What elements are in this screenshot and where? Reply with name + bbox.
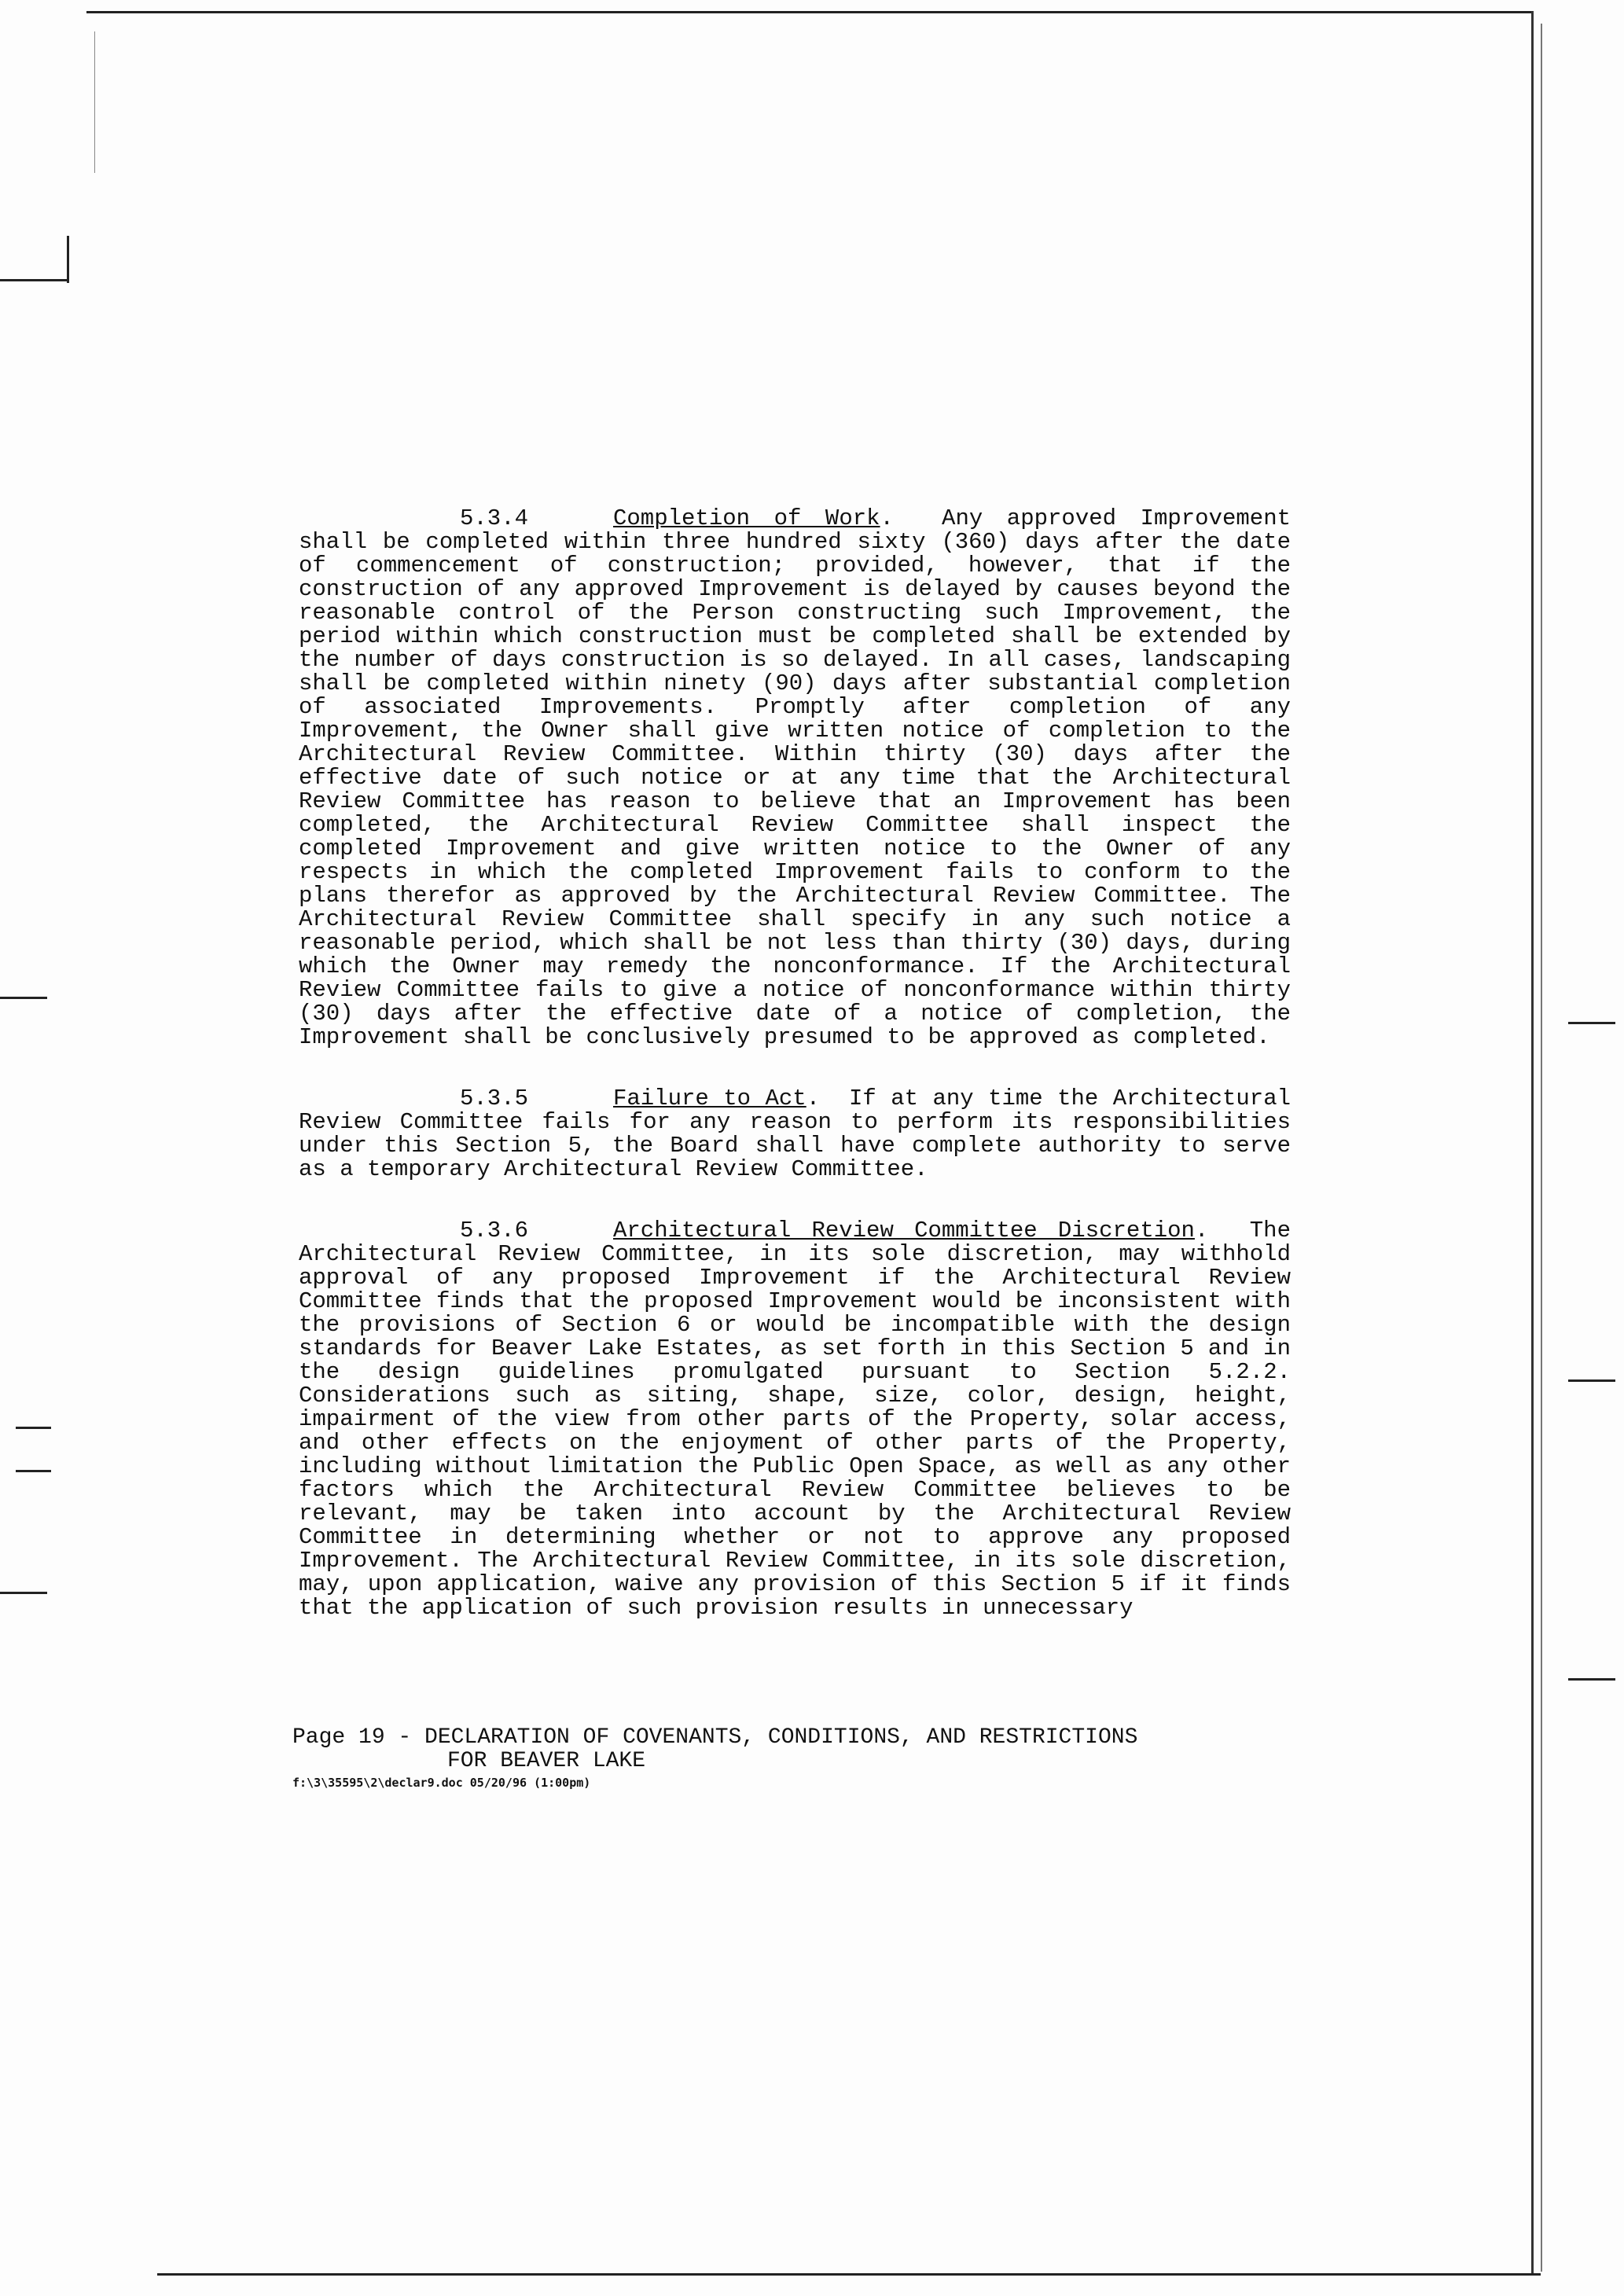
scan-mark [0, 997, 47, 999]
page-footer [292, 1726, 1314, 1791]
scan-mark [16, 1427, 51, 1429]
scan-mark [0, 1592, 47, 1594]
scan-mark [1568, 1022, 1615, 1024]
section-heading: Failure to Act [613, 1086, 806, 1111]
section-heading: Architectural Review Committee Discretion [613, 1218, 1195, 1244]
section-text: Any approved Improvement shall be completed within three hundred sixty (360) days after the date of commencement of construction; provided, however, that if the construction of any approved Improvement is delayed by causes beyond the reasonable control of the Person constructing such Improvement, the period within which construction must be completed shall be extended by the number of days construction is so delayed. In all cases, landscaping shall be completed within ninety (90) days after substantial completion of associated Improvements. Promptly after completion of any Improvement, the Owner shall give written notice of completion to the Architectural Review Committee. Within thirty (30) days after the effective date of such notice or at any time that the Architectural Review Committee has reason to believe that an Improvement has been completed, the Architectural Review Committee shall inspect the completed Improvement and give written notice to the Owner of any respects in which the completed Improvement fails to conform to the plans therefor as approved by the Architectural Review Committee. The Architectural Review Committee shall specify in any such notice a reasonable period, which shall be not less than thirty (30) days, during which the Owner may remedy the nonconformance. If the Architectural Review Committee fails to give a notice of nonconformance within thirty (30) days after the effective date of a notice of completion, the Improvement shall be conclusively presumed to be approved as completed. [299, 505, 1291, 1050]
section-heading: Completion of Work [613, 505, 880, 531]
scan-mark [16, 1470, 51, 1472]
document-body [299, 507, 1291, 1658]
footer-file-path: f:\3\35595\2\declar9.doc 05/20/96 (1:00pm) [292, 1776, 591, 1790]
scan-mark [1568, 1379, 1615, 1382]
section-number: 5.3.6 [460, 1218, 529, 1244]
scan-mark [67, 236, 69, 283]
section-number: 5.3.4 [460, 505, 529, 531]
section-number: 5.3.5 [460, 1086, 529, 1111]
section-5-3-6: 5.3.6 Architectural Review Committee Discretion. The Architectural Review Committee, in its sole discretion, may withhold approval of any proposed Improvement if the Architectural Review Committee finds that the proposed Improvement would be inconsistent with the provisions of Section 6 or would be incompatible with the design standards for Beaver Lake Estates, as set forth in this Section 5 and in the design guidelines promulgated pursuant to Section 5.2.2. Considerations such as siting, shape, size, color, design, height, impairment of the view from other parts of the Property, solar access, and other effects on the enjoyment of other parts of the Property, including without limitation the Public Open Space, as well as any other factors which the Architectural Review Committee believes to be relevant, may be taken into account by the Architectural Review Committee in determining whether or not to approve any proposed Improvement. The Architectural Review Committee, in its sole discretion, may, upon application, waive any provision of this Section 5 if it finds that the application of such provision results in unnecessary [299, 1218, 1291, 1621]
scan-edge-top [86, 11, 1533, 13]
section-text: The Architectural Review Committee, in its sole discretion, may withhold approval of any proposed Improvement if the Architectural Review Committee finds that the proposed Improvement would be inconsistent with the provisions of Section 6 or would be incompatible with the design standards for Beaver Lake Estates, as set forth in this Section 5 and in the design guidelines promulgated pursuant to Section 5.2.2. Considerations such as siting, shape, size, color, design, height, impairment of the view from other parts of the Property, solar access, and other effects on the enjoyment of other parts of the Property, including without limitation the Public Open Space, as well as any other factors which the Architectural Review Committee believes to be relevant, may be taken into account by the Architectural Review Committee in determining whether or not to approve any proposed Improvement. The Architectural Review Committee, in its sole discretion, may, upon application, waive any provision of this Section 5 if it finds that the application of such provision results in unnecessary [299, 1218, 1291, 1621]
footer-title-line: Page 19 - DECLARATION OF COVENANTS, CONDITIONS, AND RESTRICTIONS [292, 1725, 1138, 1750]
scan-mark [1568, 1678, 1615, 1681]
scan-edge-right [1531, 11, 1534, 2275]
scan-edge-bottom [157, 2273, 1541, 2276]
section-5-3-5: 5.3.5 Failure to Act. If at any time the Architectural Review Committee fails for any reason to perform its responsibilities under this Section 5, the Board shall have complete authority to serve as a temporary Architectural Review Committee. [299, 1086, 1291, 1182]
scan-edge-left [94, 31, 95, 173]
section-5-3-4: 5.3.4 Completion of Work. Any approved Improvement shall be completed within three hundred sixty (360) days after the date of commencement of construction; provided, however, that if the construction of any approved Improvement is delayed by causes beyond the reasonable control of the Person constructing such Improvement, the period within which construction must be completed shall be extended by the number of days construction is so delayed. In all cases, landscaping shall be completed within ninety (90) days after substantial completion of associated Improvements. Promptly after completion of any Improvement, the Owner shall give written notice of completion to the Architectural Review Committee. Within thirty (30) days after the effective date of such notice or at any time that the Architectural Review Committee has reason to believe that an Improvement has been completed, the Architectural Review Committee shall inspect the completed Improvement and give written notice to the Owner of any respects in which the completed Improvement fails to conform to the plans therefor as approved by the Architectural Review Committee. The Architectural Review Committee shall specify in any such notice a reasonable period, which shall be not less than thirty (30) days, during which the Owner may remedy the nonconformance. If the Architectural Review Committee fails to give a notice of nonconformance within thirty (30) days after the effective date of a notice of completion, the Improvement shall be conclusively presumed to be approved as completed. [299, 505, 1291, 1050]
footer-subtitle-line: FOR BEAVER LAKE [447, 1749, 646, 1773]
scan-mark [0, 279, 67, 281]
section-text: If at any time the Architectural Review Committee fails for any reason to perform its responsibilities under this Section 5, the Board shall have complete authority to serve as a temporary Architectural Review Committee. [299, 1086, 1291, 1182]
scan-edge-right-inner [1541, 24, 1542, 2272]
